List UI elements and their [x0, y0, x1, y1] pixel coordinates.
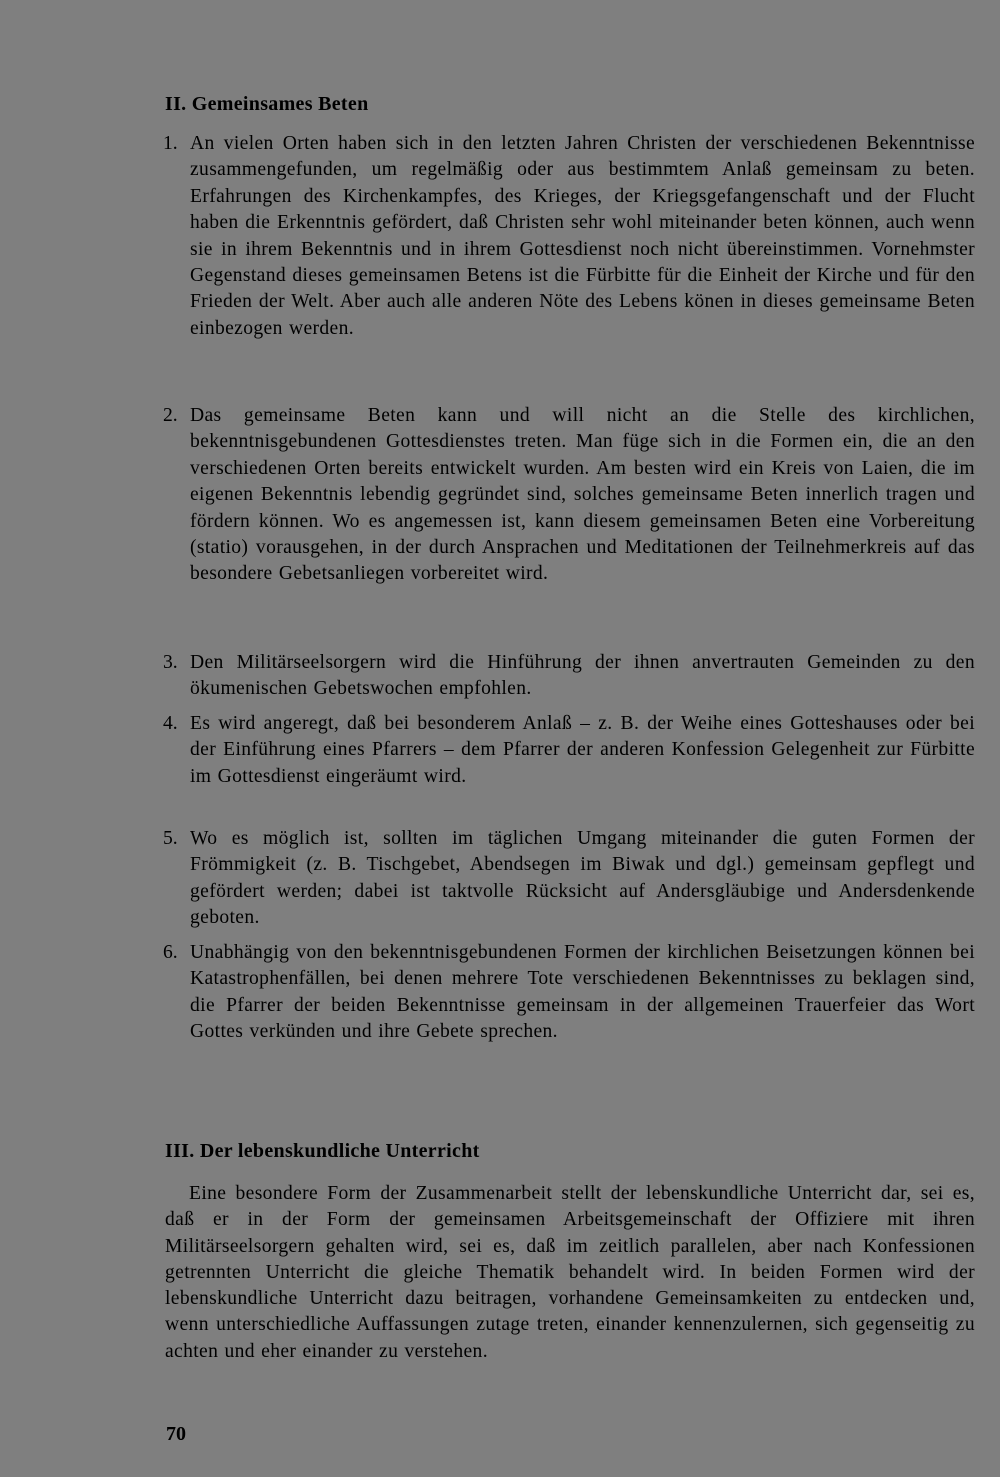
body-paragraph: Eine besondere Form der Zusammenarbeit stellt der lebenskundliche Unterricht dar, sei es, daß er in der Form der gemeinsamen Arbeitsgemeinschaft der Offiziere mit ihren Militärseelsorgern gehalten wird, sei es, daß im zeitlich parallelen, aber nach Konfessionen getrennten Unterricht die gleiche Thematik behandelt wird. In beiden Formen wird der lebenskundliche Unterricht dazu beitragen, vorhandene Gemeinsamkeiten zu entdecken und, wenn unterschiedliche Auffassungen zutage treten, einander kennenzulernen, sich gegenseitig zu achten und eher einander zu verstehen. — [165, 1183, 975, 1362]
list-item-text: Unabhängig von den bekenntnisgebundenen Formen der kirchlichen Beisetzungen können bei Katastrophenfällen, bei denen mehrere Tote verschiedenen Bekenntnisses zu beklagen sind, die Pfarrer der beiden Bekenntnisse gemeinsam in der allgemeinen Trauerfeier das Wort Gottes verkünden und ihre Gebete sprechen. — [190, 942, 975, 1043]
list-item-number: 5. — [163, 828, 178, 849]
list-item — [163, 711, 975, 790]
section-heading-lebenskundlicher-unterricht: III. Der lebenskundliche Unterricht — [165, 1140, 480, 1162]
list-item-text: Das gemeinsame Beten kann und will nicht an die Stelle des kirchlichen, bekenntnisgebundenen Gottesdienstes treten. Man füge sich in die Formen ein, die an den verschiedenen Orten bereits entwickelt wurden. Am besten wird ein Kreis von Laien, die im eigenen Bekenntnis lebendig gegründet sind, solches gemeinsame Beten innerlich tragen und fördern können. Wo es angemessen ist, kann diesem gemeinsamen Beten eine Vorbereitung (statio) vorausgehen, in der durch Ansprachen und Meditationen der Teilnehmerkreis auf das besondere Gebetsanliegen vorbereitet wird. — [190, 405, 975, 585]
list-item-number: 2. — [163, 405, 178, 426]
list-item-number: 6. — [163, 942, 178, 963]
list-item-text: Es wird angeregt, daß bei besonderem Anlaß – z. B. der Weihe eines Gotteshauses oder bei der Einführung eines Pfarrers – dem Pfarrer der anderen Konfession Gelegenheit zur Fürbitte im Gottesdienst eingeräumt wird. — [190, 713, 975, 787]
list-item — [163, 131, 975, 342]
list-item-number: 4. — [163, 713, 178, 734]
list-item-number: 3. — [163, 652, 178, 673]
list-item-number: 1. — [163, 133, 178, 154]
list-item — [163, 403, 975, 588]
list-item-text: Wo es möglich ist, sollten im täglichen Umgang miteinander die guten Formen der Frömmigkeit (z. B. Tischgebet, Abendsegen im Biwak und dgl.) gemeinsam gepflegt und gefördert werden; dabei ist taktvolle Rücksicht auf Andersgläubige und Andersdenkende geboten. — [190, 828, 975, 929]
list-item — [163, 826, 975, 932]
page-number: 70 — [166, 1423, 186, 1445]
list-item — [163, 650, 975, 703]
list-item-text: An vielen Orten haben sich in den letzten Jahren Christen der verschiedenen Bekenntnisse zusammengefunden, um regelmäßig oder aus bestimmtem Anlaß gemeinsam zu beten. Erfahrungen des Kirchenkampfes, des Krieges, der Kriegsgefangenschaft und der Flucht haben die Erkenntnis gefördert, daß Christen sehr wohl miteinander beten können, auch wenn sie in ihrem Bekenntnis und in ihrem Gottesdienst noch nicht übereinstimmen. Vornehmster Gegenstand dieses gemeinsamen Betens ist die Fürbitte für die Einheit der Kirche und für den Frieden der Welt. Aber auch alle anderen Nöte des Lebens könen in dieses gemeinsame Beten einbezogen werden. — [190, 133, 975, 339]
section-heading-gemeinsames-beten: II. Gemeinsames Beten — [165, 93, 369, 115]
list-item-text: Den Militärseelsorgern wird die Hinführung der ihnen anvertrauten Gemeinden zu den ökumenischen Gebetswochen empfohlen. — [190, 652, 975, 700]
list-item — [163, 940, 975, 1046]
